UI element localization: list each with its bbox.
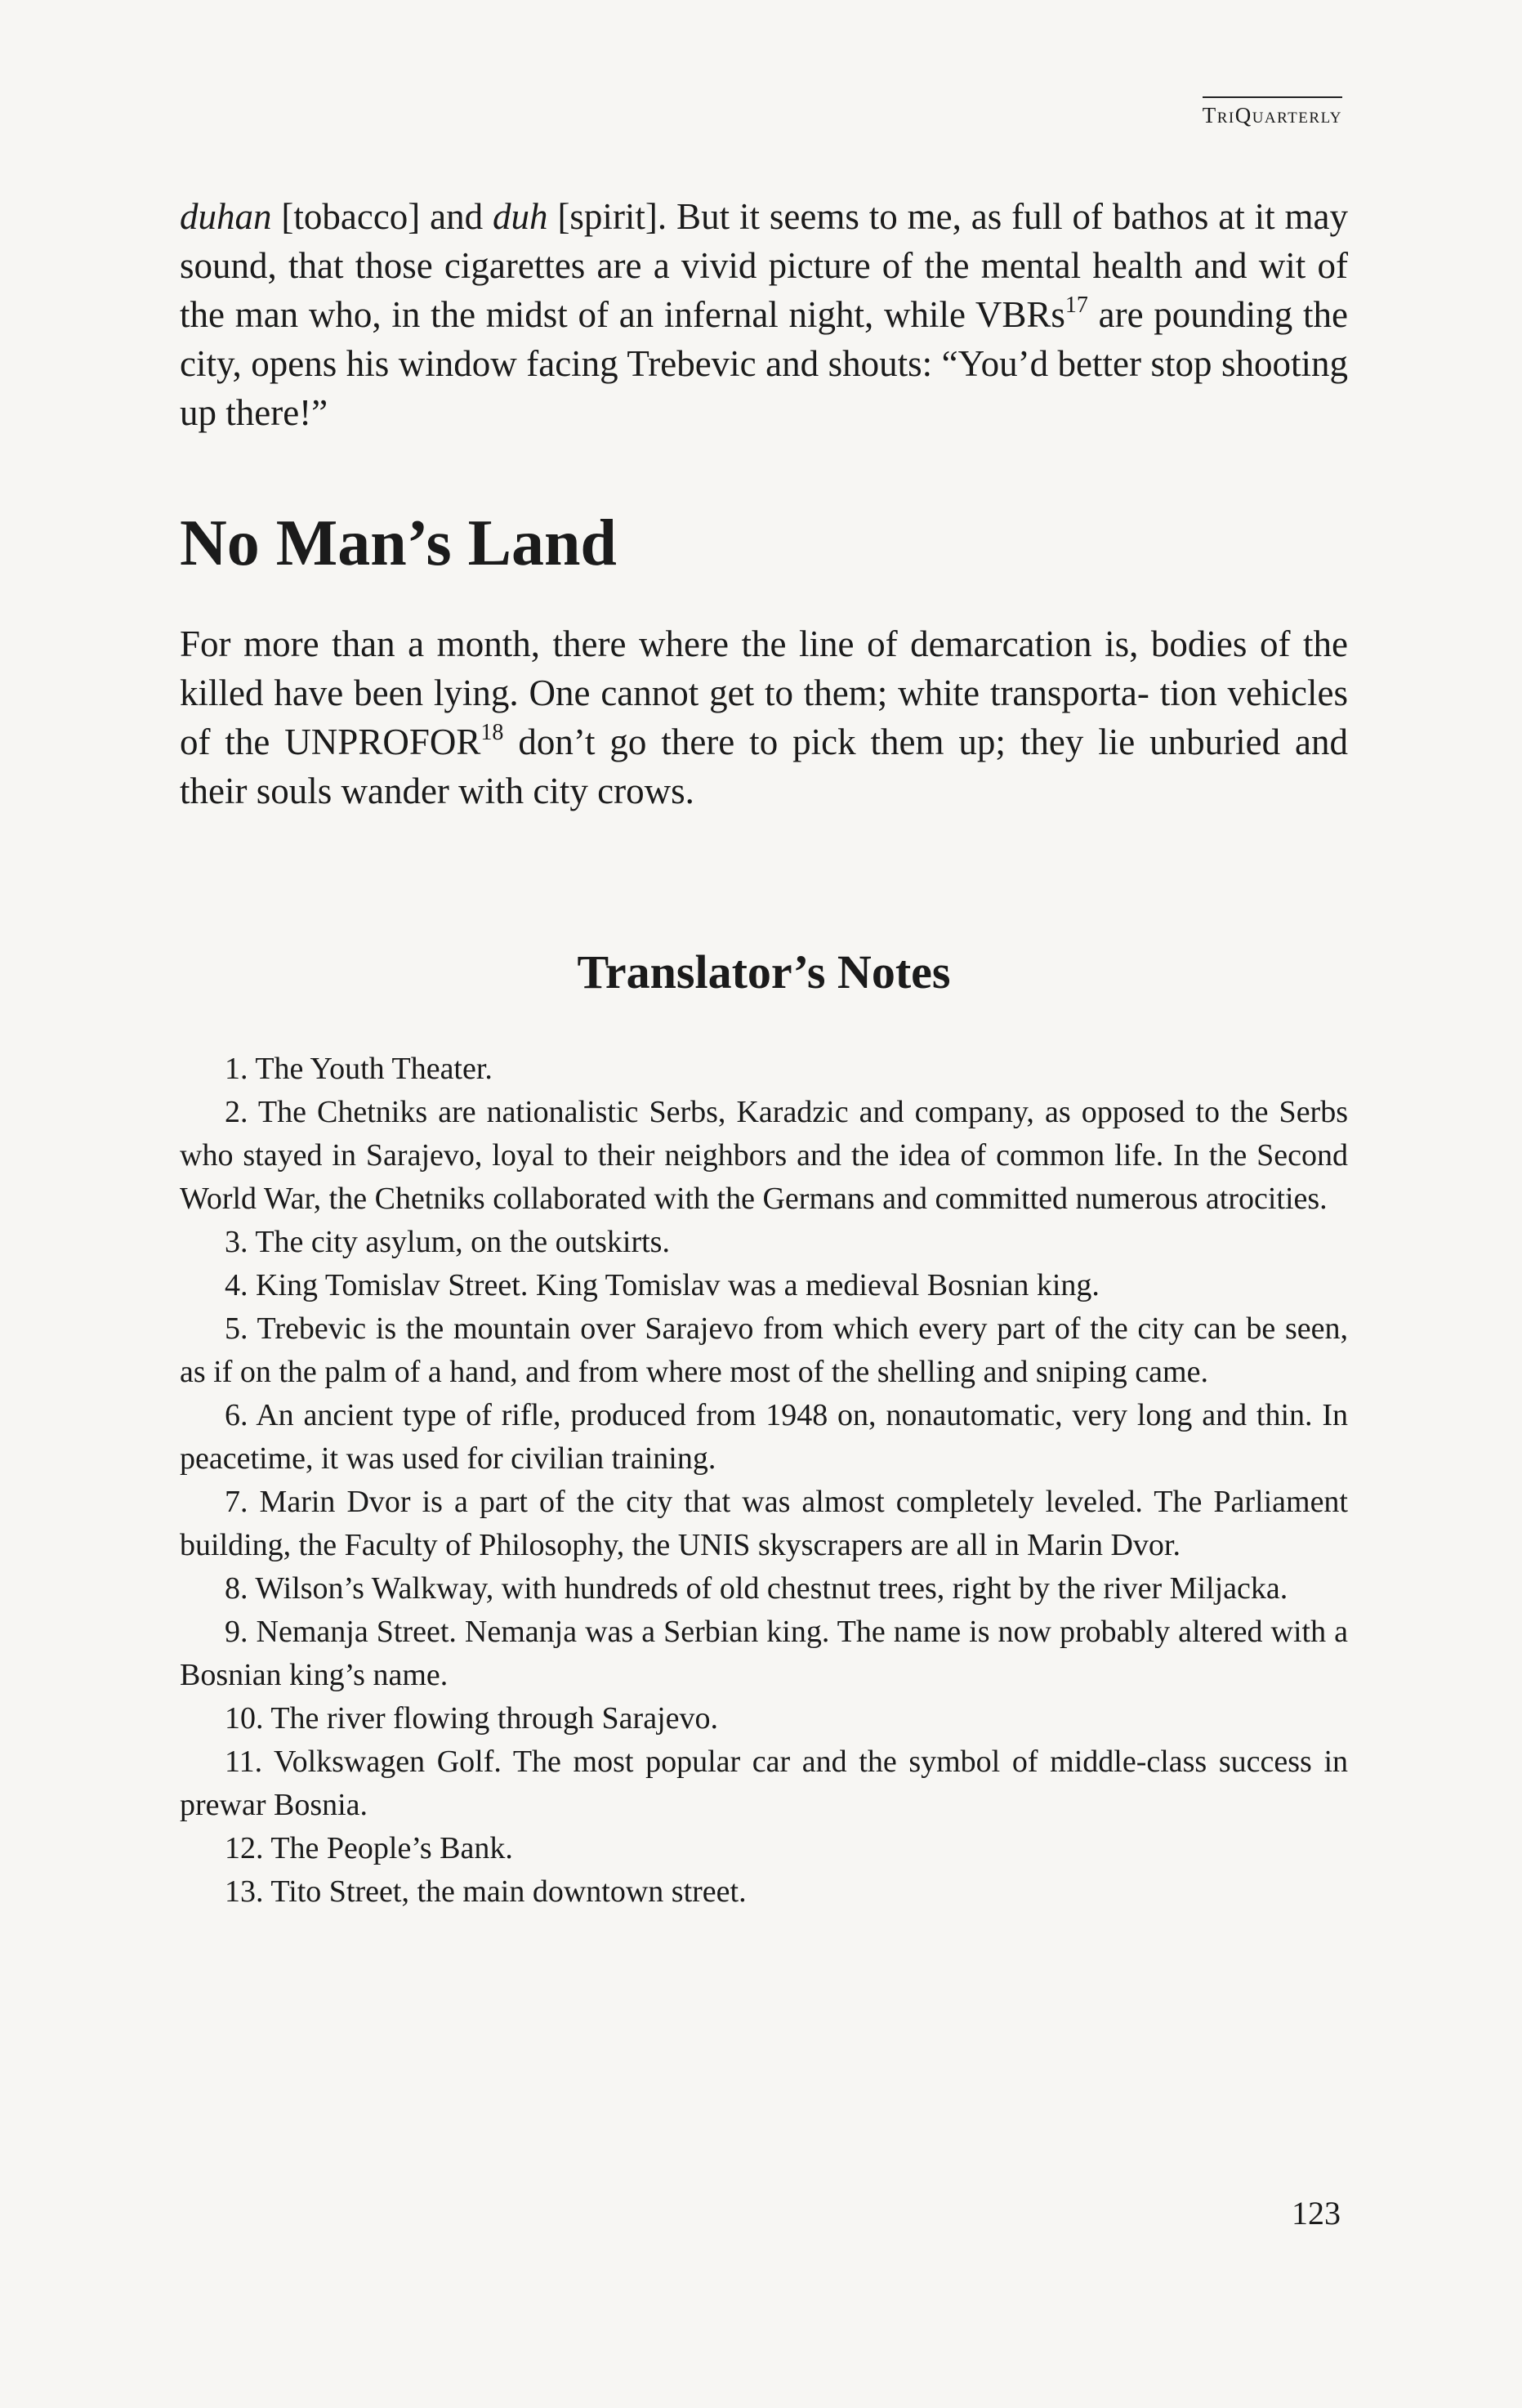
- page-number: 123: [1292, 2195, 1341, 2232]
- note-11: 11. Volkswagen Golf. The most popular car and the symbol of middle-class success in prewar Bosnia.: [180, 1745, 1348, 1822]
- footnote-ref-18: 18: [480, 720, 504, 745]
- note-7: 7. Marin Dvor is a part of the city that was almost completely leveled. The Parliament building, the Faculty of Philosophy, the UNIS skyscrapers are all in Marin Dvor.: [180, 1485, 1348, 1562]
- notes-heading: Translator’s Notes: [577, 945, 951, 998]
- footnote-ref-17: 17: [1065, 293, 1088, 318]
- note-1: 1. The Youth Theater.: [225, 1052, 493, 1086]
- note-8: 8. Wilson’s Walkway, with hundreds of old chestnut trees, right by the river Miljacka.: [225, 1571, 1288, 1606]
- note-10: 10. The river flowing through Sarajevo.: [225, 1701, 718, 1736]
- italic-word-duhan: duhan: [180, 196, 272, 237]
- note-2: 2. The Chetniks are nationalistic Serbs, Karadzic and company, as opposed to the Serbs who stayed in Sarajevo, loyal to their neighbors and the idea of common life. In the Second World War, the Chetniks collaborated with the Germans and committed numerous atrocities.: [180, 1095, 1348, 1216]
- note-4: 4. King Tomislav Street. King Tomislav was a medieval Bosnian king.: [225, 1268, 1100, 1302]
- paragraph1-text-2: [spirit]. But it seems to me, as full of bathos at it may sound, that those cigarettes are a vivid picture of the mental health and wit of the man who, in the midst of an infernal night, while VBRs: [180, 196, 1348, 335]
- note-13: 13. Tito Street, the main downtown street.: [225, 1874, 747, 1909]
- note-3: 3. The city asylum, on the outskirts.: [225, 1225, 670, 1259]
- note-5: 5. Trebevic is the mountain over Sarajevo from which every part of the city can be seen, as if on the palm of a hand, and from where most of the shelling and sniping came.: [180, 1311, 1348, 1389]
- paragraph1-text-3: are pounding the city, opens his window facing Trebevic and shouts: “You’d better stop shooting up there!”: [180, 294, 1348, 433]
- note-9: 9. Nemanja Street. Nemanja was a Serbian king. The name is now probably altered with a Bosnian king’s name.: [180, 1615, 1348, 1692]
- italic-word-duh: duh: [493, 196, 548, 237]
- note-6: 6. An ancient type of rifle, produced from 1948 on, nonautomatic, very long and thin. In peacetime, it was used for civilian training.: [180, 1398, 1348, 1476]
- running-head: TriQuarterly: [1203, 96, 1342, 128]
- section-heading: No Man’s Land: [180, 507, 617, 579]
- paragraph2-text-1: For more than a month, there where the line of demarcation is, bodies of the killed have been lying. One cannot get to them; white transporta- tion vehicles of the UNPROFOR: [180, 623, 1348, 762]
- paragraph1-text-1: [tobacco] and: [271, 196, 493, 237]
- paragraph2-text-2: don’t go there to pick them up; they lie unburied and their souls wander with city crows.: [180, 722, 1348, 811]
- body-paragraph-1: [180, 192, 1348, 437]
- body-paragraph-2: [180, 619, 1348, 815]
- note-12: 12. The People’s Bank.: [225, 1831, 513, 1865]
- notes-list: [180, 1048, 1348, 1914]
